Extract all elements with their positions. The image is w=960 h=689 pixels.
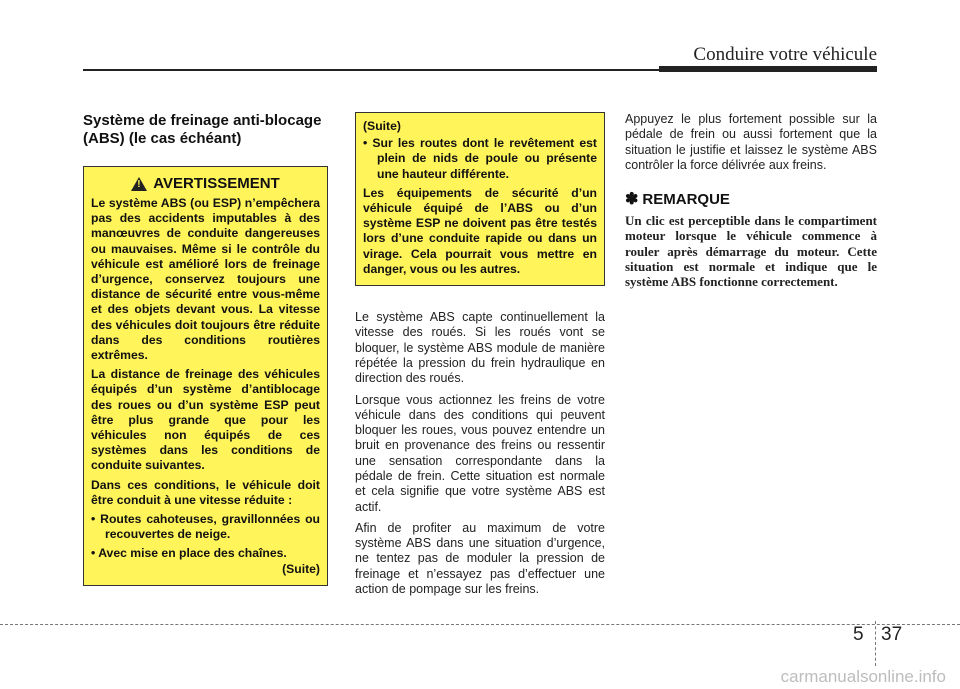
warning-bullet: • Avec mise en place des chaînes. — [91, 546, 287, 561]
continued-label: (Suite) — [282, 561, 320, 576]
column-1 — [83, 112, 328, 586]
continued-label: (Suite) — [363, 119, 401, 133]
warning-paragraph: Le système ABS (ou ESP) n’empêchera pas des accidents imputables à des manœuvres de conduite dangereuses ou mauvaises. Même si le contrôle du véhicule est amélioré lors de freinage d’urgence, conservez toujours une distance de sécurité entre vous-même et des objets devant vous. La vitesse des véhicules doit toujours être réduite dans des conditions routières extrêmes. — [91, 196, 320, 363]
warning-title: AVERTISSEMENT — [153, 175, 280, 192]
header-rule-accent — [659, 66, 877, 72]
watermark: carmanualsonline.info — [780, 667, 946, 686]
note-text: Un clic est perceptible dans le compartiment moteur lorsque le véhicule commence à rouler après démarrage du moteur. Cette situation est normale et indique que le système ABS fonctionne correctement. — [625, 213, 877, 290]
column-3 — [625, 112, 877, 290]
header-title: Conduire votre véhicule — [693, 44, 877, 65]
warning-bullet: • Sur les routes dont le revêtement est plein de nids de poule ou présente une hauteur différente. — [363, 136, 597, 181]
warning-header — [91, 175, 320, 192]
warning-paragraph: Dans ces conditions, le véhicule doit être conduit à une vitesse réduite : — [91, 477, 320, 507]
warning-triangle-icon — [131, 177, 147, 191]
section-title: Système de freinage anti-blocage (ABS) (le cas échéant) — [83, 112, 322, 147]
warning-box — [83, 166, 328, 586]
warning-box-continued — [355, 112, 605, 286]
note-title: REMARQUE — [642, 190, 730, 208]
body-paragraph: Afin de profiter au maximum de votre système ABS dans une situation d’urgence, ne tentez pas de moduler la pression de freinage et n’essayez pas d’effectuer une action de pompage sur les freins. — [355, 520, 605, 597]
chapter-number: 5 — [853, 624, 864, 645]
body-paragraph: Appuyez le plus fortement possible sur la pédale de frein ou aussi fortement que la situation le justifie et laissez le système ABS contrôler la force délivrée aux freins. — [625, 112, 877, 172]
footer-divider — [0, 624, 960, 625]
note-header — [625, 189, 877, 209]
page-number-divider — [875, 621, 876, 666]
body-paragraph: Lorsque vous actionnez les freins de votre véhicule dans des conditions qui peuvent bloquer les roues, vous pouvez entendre un bruit en provenance des freins ou ressentir une sensation correspondante dans la pédale de frein. Cette situation est normale et cela signifie que votre système ABS est actif. — [355, 392, 605, 514]
warning-paragraph: La distance de freinage des véhicules équipés d’un système d’antiblocage des roues ou d’un système ESP peut être plus grande que pour les véhicules non équipés de ces systèmes dans les conditions de conduite suivantes. — [91, 367, 320, 473]
warning-paragraph: Les équipements de sécurité d’un véhicule équipé de l’ABS ou d’un système ESP ne doivent pas être testés lors d’une conduite rapide ou dans un virage. Cela pourrait vous mettre en danger, vous ou les autres. — [363, 185, 597, 276]
note-asterisk-icon: ✽ — [625, 191, 639, 209]
page-number: 37 — [881, 624, 903, 645]
column-2 — [355, 112, 605, 603]
warning-bullet: • Routes cahoteuses, gravillonnées ou recouvertes de neige. — [91, 512, 320, 542]
body-paragraph: Le système ABS capte continuellement la vitesse des roués. Si les roués vont se bloquer, le système ABS module de manière répétée la pression du frein hydraulique en direction des roués. — [355, 310, 605, 386]
